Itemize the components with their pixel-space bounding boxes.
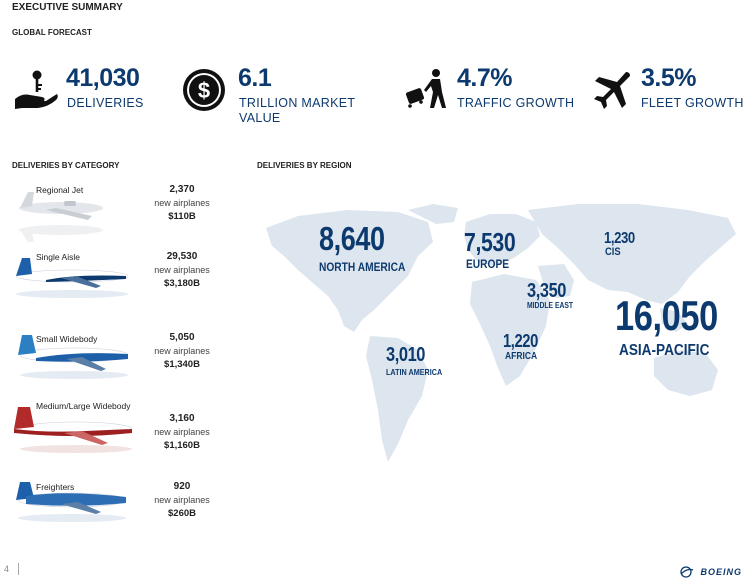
category-value: $1,340B [164,359,200,370]
page-title: EXECUTIVE SUMMARY [12,2,123,13]
page-subtitle: GLOBAL FORECAST [12,28,92,37]
region-name: EUROPE [466,257,510,271]
category-sub: new airplanes [154,198,210,208]
category-count: 29,530 [166,251,198,262]
region-value: 16,050 [615,292,718,339]
kpi-traffic-value: 4.7% [457,64,512,92]
category-value: $3,180B [164,278,200,289]
category-count: 2,370 [169,184,195,195]
region-value: 3,010 [386,344,426,366]
category-sub: new airplanes [154,265,210,275]
category-sub: new airplanes [154,495,210,505]
medium-large-widebody-image [6,405,136,460]
regional-jet-image [6,186,136,251]
category-count: 5,050 [169,332,195,343]
region-name: LATIN AMERICA [386,367,443,377]
region-value: 1,230 [604,230,635,247]
region-value: 7,530 [464,227,516,257]
hand-key-icon [12,67,60,118]
category-name: Single Aisle [36,252,80,262]
traveler-luggage-icon [404,68,452,115]
category-value: $260B [168,508,196,519]
category-value: $1,160B [164,440,200,451]
categories-title: DELIVERIES BY CATEGORY [12,161,120,170]
region-name: ASIA-PACIFIC [619,342,710,359]
region-name: NORTH AMERICA [319,260,406,274]
category-name: Small Widebody [36,334,98,344]
category-sub: new airplanes [154,346,210,356]
dollar-circle-icon [182,68,226,117]
page-number: 4 [4,564,10,574]
category-count: 920 [173,481,191,492]
kpi-fleet-label: FLEET GROWTH [641,96,744,110]
region-name: MIDDLE EAST [527,301,574,310]
category-name: Regional Jet [36,185,84,195]
region-name: AFRICA [505,351,538,362]
svg-text:$: $ [197,78,211,103]
category-sub: new airplanes [154,427,210,437]
region-name: CIS [605,246,621,258]
category-name: Freighters [36,482,75,492]
boeing-logo-icon [680,565,694,583]
region-value: 1,220 [503,331,538,351]
airplane-icon [590,70,632,117]
category-value: $110B [168,211,196,222]
category-count: 3,160 [169,413,195,424]
kpi-traffic-label: TRAFFIC GROWTH [457,96,575,110]
region-value: 8,640 [319,220,385,257]
footer-divider [18,563,19,575]
boeing-logo: BOEING [700,567,742,577]
regions-title: DELIVERIES BY REGION [257,161,352,170]
kpi-market-value: 6.1 [238,64,272,92]
kpi-fleet-value: 3.5% [641,64,696,92]
kpi-deliveries-value: 41,030 [66,64,140,92]
kpi-deliveries-label: DELIVERIES [67,96,144,110]
kpi-market-label: TRILLION MARKET VALUE [239,96,356,125]
region-value: 3,350 [527,280,567,302]
category-name: Medium/Large Widebody [36,401,131,411]
